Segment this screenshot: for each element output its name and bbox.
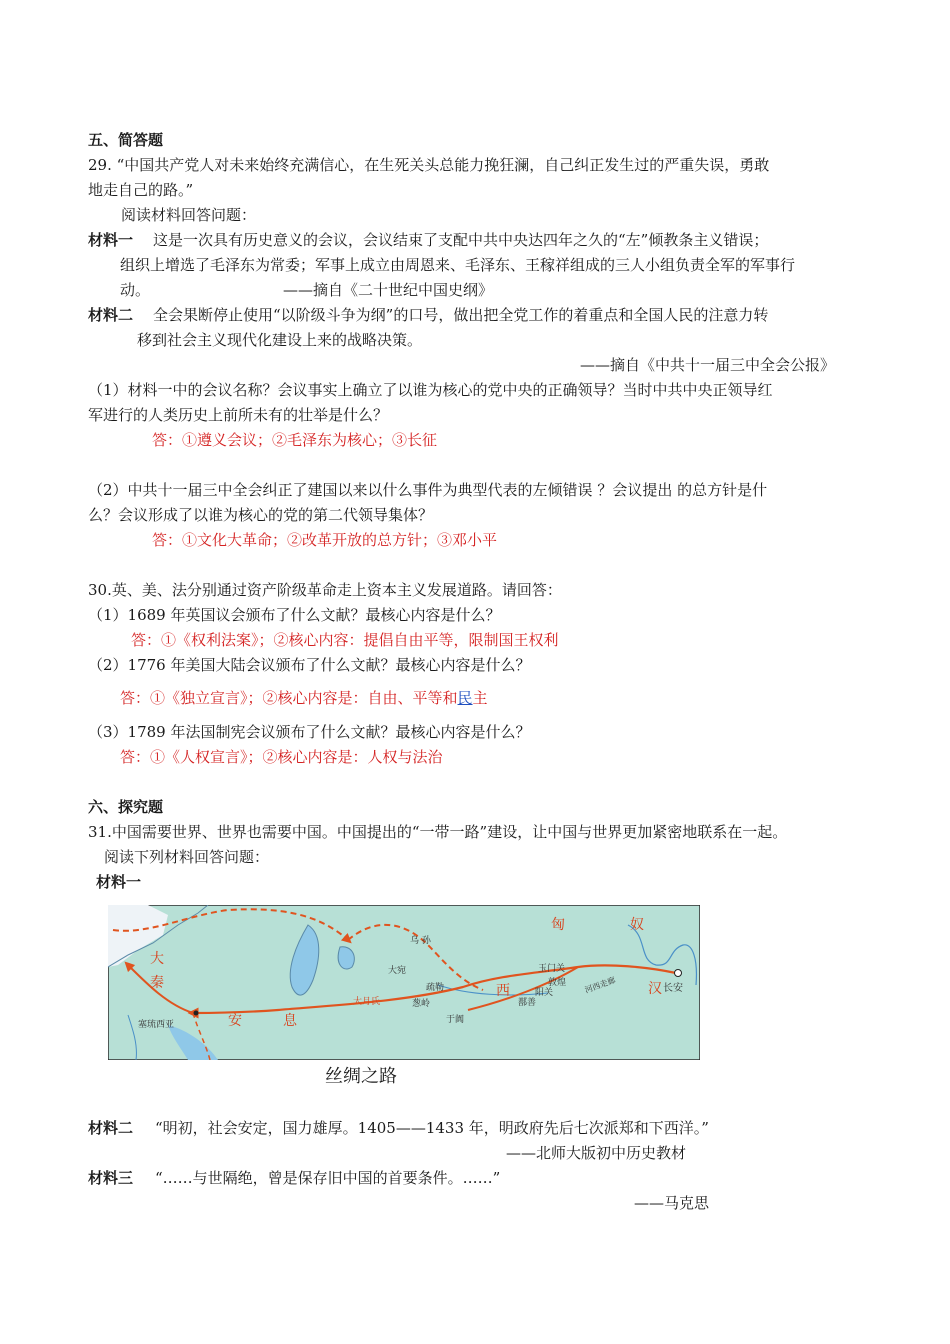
q29-material2-line2: 移到社会主义现代化建设上来的战略决策。 (137, 331, 423, 349)
q29-part1-line2: 军进行的人类历史上前所未有的壮举是什么？ (88, 406, 389, 424)
q31-material2-text: “明初，社会安定，国力雄厚。1405——1433 年，明政府先后七次派郑和下西洋。” (155, 1119, 709, 1137)
alexandria-marker (194, 1011, 199, 1016)
map-label-alexandria: 塞琉西亚 (138, 1020, 175, 1030)
q31-material2-label: 材料二 (88, 1119, 134, 1137)
q29-part2-line2: 么？会议形成了以谁为核心的党的第二代领导集体？ (88, 506, 434, 524)
q29-material1-line1: 这是一次具有历史意义的会议，会议结束了支配中共中央达四年之久的“左”倾教条主义错误； (153, 231, 769, 249)
map-label-changan: 长安 (663, 983, 683, 994)
map-label-congling: 葱岭 (412, 999, 431, 1009)
silk-road-map (108, 905, 700, 1060)
map-label-yangguan: 阳关 (535, 988, 554, 998)
q30-part3-answer: 答：①《人权宣言》；②核心内容是：人权与法治 (120, 748, 443, 766)
q29-material2-label: 材料二 (88, 306, 134, 324)
map-label-anxi-1: 安 (228, 1013, 242, 1029)
map-label-anxi-2: 息 (283, 1013, 297, 1029)
q30-part3: （3）1789 年法国制宪会议颁布了什么文献？最核心内容是什么？ (88, 723, 531, 741)
q31-material1-label: 材料一 (96, 873, 142, 891)
q29-material1-line3: 动。 (120, 281, 151, 299)
map-label-han: 汉 (648, 981, 662, 997)
q30-stem: 30.英、美、法分别通过资产阶级革命走上资本主义发展道路。请回答： (88, 581, 562, 599)
q31-material3-source: ——马克思 (634, 1194, 710, 1212)
q29-instruction: 阅读材料回答问题： (121, 206, 257, 224)
q29-part2-line1: （2）中共十一届三中全会纠正了建国以来以什么事件为典型代表的左倾错误 ？会议提出 的总方针是什 (88, 481, 768, 499)
q30-part2: （2）1776 年美国大陆会议颁布了什么文献？最核心内容是什么？ (88, 656, 531, 674)
q29-material2-line1: 全会果断停止使用“以阶级斗争为纲”的口号，做出把全党工作的着重点和全国人民的注意力转 (153, 306, 769, 324)
q29-part2-answer: 答：①文化大革命；②改革开放的总方针；③邓小平 (152, 531, 498, 549)
map-label-shule: 疏勒 (426, 983, 445, 993)
q29-stem-line1: 29. “中国共产党人对未来始终充满信心，在生死关头总能力挽狂澜，自己纠正发生过的严重失误，勇敢 (88, 156, 770, 174)
q31-stem: 31.中国需要世界、世界也需要中国。中国提出的“一带一路”建设，让中国与世界更加紧密地联系在一起。 (88, 823, 788, 841)
q31-instruction: 阅读下列材料回答问题： (104, 848, 270, 866)
map-label-xiongnu-1: 匈 (551, 917, 565, 933)
q29-part1-answer: 答：①遵义会议；②毛泽东为核心；③长征 (152, 431, 438, 449)
map-label-wusun: 乌 孙 (410, 936, 431, 946)
q31-material3-text: “……与世隔绝，曾是保存旧中国的首要条件。……” (155, 1169, 501, 1187)
q29-stem-line2: 地走自己的路。” (88, 181, 194, 199)
map-label-daqin-2: 秦 (150, 975, 164, 991)
map-label-dayuan: 大宛 (388, 966, 407, 976)
q29-material1-label: 材料一 (88, 231, 134, 249)
q30-part2-answer-link[interactable]: 民 (457, 689, 473, 707)
map-label-yumenguan: 玉门关 (538, 964, 566, 974)
map-label-xiongnu-2: 奴 (630, 917, 644, 933)
map-label-dayuezhi: 大月氏 (353, 997, 381, 1007)
section5-heading: 五、简答题 (88, 131, 164, 149)
q30-part1: （1）1689 年英国议会颁布了什么文献？最核心内容是什么？ (88, 606, 501, 624)
q30-part2-answer-end: 主 (472, 689, 488, 707)
map-caption: 丝绸之路 (325, 1066, 397, 1087)
map-label-xi: 西 (496, 983, 510, 999)
q31-material3-label: 材料三 (88, 1169, 134, 1187)
section6-heading: 六、探究题 (88, 798, 164, 816)
map-label-yutian: 于阗 (446, 1015, 465, 1025)
q29-part1-line1: （1）材料一中的会议名称？会议事实上确立了以谁为核心的党中央的正确领导？当时中共中央正领导红 (88, 381, 773, 399)
map-label-hexi: 河西走廊 (583, 975, 617, 995)
q29-material2-source: ——摘自《中共十一届三中全会公报》 (580, 356, 836, 374)
q30-part2-answer (120, 688, 488, 708)
map-label-daqin-1: 大 (150, 951, 164, 967)
map-label-shanshan: 鄯善 (518, 998, 537, 1008)
map-label-dunhuang: 敦煌 (548, 978, 567, 988)
q30-part1-answer: 答：①《权利法案》；②核心内容：提倡自由平等，限制国王权利 (131, 631, 559, 649)
q29-material1-source: ——摘自《二十世纪中国史纲》 (283, 281, 494, 299)
q31-material2-source: ——北师大版初中历史教材 (506, 1144, 687, 1162)
changan-marker (675, 970, 682, 977)
q30-part2-answer-text: 答：①《独立宣言》；②核心内容是：自由、平等和 (120, 689, 458, 707)
q29-material1-line2: 组织上增选了毛泽东为常委；军事上成立由周恩来、毛泽东、王稼祥组成的三人小组负责全军的军事行 (120, 256, 796, 274)
